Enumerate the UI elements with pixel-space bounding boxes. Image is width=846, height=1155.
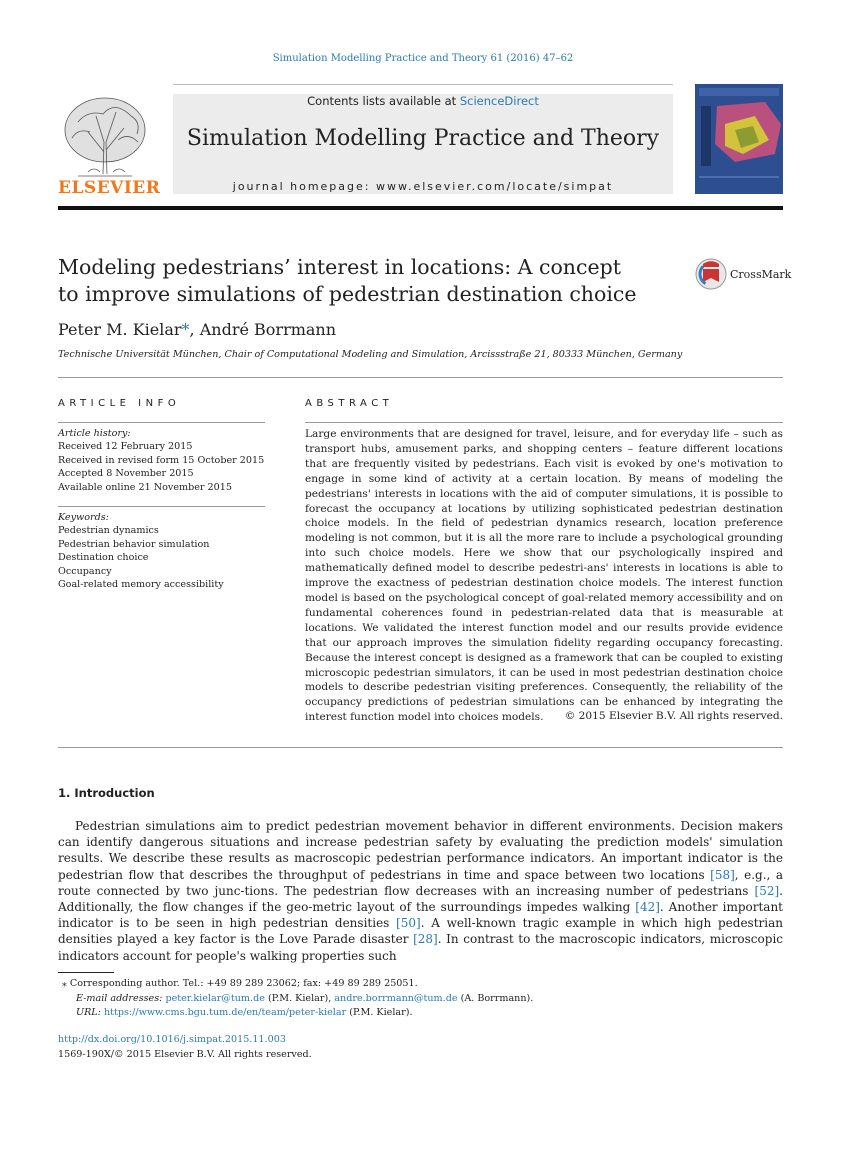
footnote-emails [62,992,782,1007]
citation-link[interactable]: [58] [710,867,735,882]
doi-block [58,1033,778,1062]
history-label: Article history: [58,428,131,439]
footnote-corresponding [62,977,782,992]
keyword-item: Destination choice [58,552,149,564]
info-top-rule [58,377,783,378]
authors [58,320,336,339]
introduction-paragraph [58,818,783,964]
abstract-bottom-rule [58,747,783,748]
footnote-url [62,1006,782,1021]
article-info-heading: ARTICLE INFO [58,398,181,409]
history-item: Accepted 8 November 2015 [58,468,194,480]
corresponding-text: Corresponding author. Tel.: +49 89 289 23062; fax: +49 89 289 25051. [69,978,418,989]
abstract-rule [305,422,783,423]
header-rule [173,84,673,85]
history-item: Received 12 February 2015 [58,441,193,453]
intro-text: . In contrast to the macroscopic indicators, microscopic indicators account for people's walking properties such [58,932,783,963]
citation-link[interactable]: [42] [635,900,660,915]
email-owner: (A. Borrmann). [457,992,534,1004]
email-link-kielar[interactable]: peter.kielar@tum.de [165,992,265,1004]
issn-line: 1569-190X/© 2015 Elsevier B.V. All rights reserved. [58,1048,312,1060]
citation-link[interactable]: [28] [413,932,438,947]
contents-line [173,94,673,108]
keyword-item: Pedestrian behavior simulation [58,538,210,550]
intro-text: . Additionally, the flow changes if the geo-metric layout of the surroundings impedes walking [58,883,783,915]
journal-homepage[interactable]: journal homepage: www.elsevier.com/locate/simpat [232,180,614,193]
intro-text: . A well-known tragic example in which high pedestrian densities played a key factor is the Love Parade disaster [58,916,783,947]
abstract-heading: ABSTRACT [305,398,394,409]
masthead-rule [58,206,783,210]
email-label: E-mail addresses: [76,992,163,1004]
keywords-rule [58,506,265,507]
keyword-item: Pedestrian dynamics [58,525,159,537]
crossmark-label[interactable]: CrossMark [730,268,792,281]
sciencedirect-link[interactable]: ScienceDirect [459,94,539,108]
article-info-rule [58,422,265,423]
section-heading-introduction: 1. Introduction [58,786,155,800]
doi-link[interactable]: http://dx.doi.org/10.1016/j.simpat.2015.11.003 [58,1034,286,1045]
article-title [58,254,658,308]
author-borrmann: , André Borrmann [189,320,337,339]
citation-link[interactable]: [50] [396,916,421,931]
publisher-wordmark: ELSEVIER [58,178,161,198]
keywords [58,511,268,591]
abstract-copyright: © 2015 Elsevier B.V. All rights reserved. [564,710,783,722]
citation-link[interactable]: [52] [754,883,780,898]
email-link-borrmann[interactable]: andre.borrmann@tum.de [334,992,458,1004]
crossmark-icon[interactable] [695,258,727,290]
author-kielar: Peter M. Kielar [58,320,182,339]
corresponding-author-mark[interactable]: * [181,320,190,339]
article-history [58,427,268,494]
journal-title: Simulation Modelling Practice and Theory [186,126,660,151]
article-title-line-1: Modeling pedestrians’ interest in locations: A concept [58,255,621,279]
running-header[interactable]: Simulation Modelling Practice and Theory 61 (2016) 47–62 [272,53,574,64]
intro-text: Pedestrian simulations aim to predict pedestrian movement behavior in different environments. Decision makers can identify dangerous situations and increase pedestrian safety by evaluating the prediction models' simulation results. We describe these results as macroscopic pedestrian performance indicators. An important indicator is the pedestrian flow that describes the throughput of pedestrians in time and space between two locations [58,819,783,882]
keyword-item: Goal-related memory accessibility [58,579,224,591]
footnote-rule [58,972,114,973]
footnote-star: ⁎ [62,978,67,989]
history-item: Available online 21 November 2015 [58,481,232,493]
affiliation: Technische Universität München, Chair of Computational Modeling and Simulation, Arcissstraße 21, 80333 München, Germany [58,349,683,360]
email-owner: (P.M. Kielar), [264,992,335,1004]
abstract-text: Large environments that are designed for travel, leisure, and for everyday life – such as transport hubs, amusement parks, and shopping centers – feature different locations that are frequently visited by pedestrians. Each visit is evoked by one's motivation to engage in some kind of activity at a certain location. By means of modeling the pedestrians' interests in locations with the aid of computer simulations, it is possible to forecast the occupancy at locations by utilizing sophisticated pedestrian destination choice models. In the field of pedestrian dynamics research, location preference modeling is not common, but it is all the more rare to include a psychological grounding into such choice models. Here we show that our psychologically inspired and mathematically defined model to describe pedestri-ans' interests in locations is able to improve the exactness of pedestrian destination choice models. The interest function model is based on the psychological concept of goal-related memory accessibility and on fundamental coherences found in pedestrian-related data that is measurable at locations. We validated the interest function model and our results provide evidence that our approach improves the simulation fidelity regarding occupancy forecasting. Because the interest concept is designed as a framework that can be coupled to existing microscopic pedestrian simulators, it can be used in most pedestrian destination choice models to describe pedestrian visiting preferences. Consequently, the reliability of the occupancy predictions of pedestrian simulations can be enhanced by integrating the interest function model into choices models. [305,428,783,724]
article-title-line-2: to improve simulations of pedestrian destination choice [58,282,637,306]
history-item: Received in revised form 15 October 2015 [58,454,265,466]
url-link[interactable]: https://www.cms.bgu.tum.de/en/team/peter-kielar [103,1007,347,1019]
contents-prefix: Contents lists available at [307,94,460,108]
url-label: URL: [76,1007,101,1019]
footnotes [62,977,782,1021]
keyword-item: Occupancy [58,565,112,577]
url-owner: (P.M. Kielar). [346,1007,413,1019]
intro-text: , e.g., a route connected by two junc-tions. The pedestrian flow decreases with an increasing number of pedestrians [58,867,783,898]
intro-text: . Another important indicator is to be seen in high pedestrian densities [58,900,783,931]
keywords-label: Keywords: [58,512,109,523]
journal-cover-image [695,84,783,194]
